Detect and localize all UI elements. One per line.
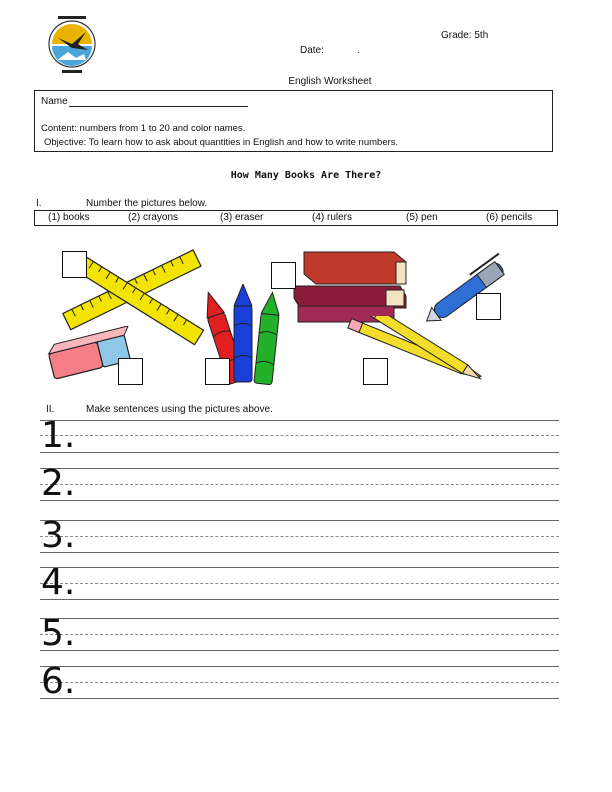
school-logo-icon [46, 14, 98, 76]
objective-text: Objective: To learn how to ask about quantities in English and how to write numbers. [44, 137, 399, 148]
pen-picture [418, 250, 526, 326]
answer-box-crayons[interactable] [205, 358, 230, 385]
writing-mid-line [40, 435, 559, 436]
writing-line-1[interactable] [40, 452, 559, 453]
section1-numeral: I. [36, 198, 42, 209]
sentence-number-5: 5. [41, 613, 76, 654]
writing-line-3[interactable] [40, 552, 559, 553]
answer-box-pen[interactable] [476, 293, 501, 320]
writing-line-6[interactable] [40, 698, 559, 699]
sentence-number-3: 3. [41, 515, 76, 556]
key-rulers: (4) rulers [312, 212, 353, 223]
key-pencils: (6) pencils [486, 212, 533, 223]
sentence-number-6: 6. [41, 661, 76, 702]
answer-box-eraser[interactable] [118, 358, 143, 385]
writing-line-4[interactable] [40, 599, 559, 600]
writing-mid-line [40, 634, 559, 635]
sentence-number-2: 2. [41, 463, 76, 504]
writing-top-line [40, 520, 559, 521]
key-eraser: (3) eraser [220, 212, 264, 223]
writing-top-line [40, 567, 559, 568]
answer-box-rulers[interactable] [62, 251, 87, 278]
writing-mid-line [40, 583, 559, 584]
section2-numeral: II. [46, 404, 55, 415]
writing-mid-line [40, 536, 559, 537]
writing-line-2[interactable] [40, 500, 559, 501]
writing-mid-line [40, 682, 559, 683]
answer-box-books[interactable] [271, 262, 296, 289]
name-field[interactable] [69, 106, 248, 107]
sentence-number-4: 4. [41, 562, 76, 603]
writing-top-line [40, 666, 559, 667]
answer-box-pencils[interactable] [363, 358, 388, 385]
key-pen: (5) pen [406, 212, 438, 223]
key-books: (1) books [48, 212, 90, 223]
writing-top-line [40, 618, 559, 619]
name-label: Name [41, 96, 68, 107]
writing-top-line [40, 420, 559, 421]
sentence-number-1: 1. [41, 415, 76, 456]
word-key-box [34, 210, 558, 226]
content-text: Content: numbers from 1 to 20 and color names. [41, 123, 246, 134]
writing-line-5[interactable] [40, 650, 559, 651]
worksheet-title: English Worksheet [288, 76, 372, 87]
writing-mid-line [40, 484, 559, 485]
key-crayons: (2) crayons [128, 212, 179, 223]
date-label: Date: [300, 45, 324, 56]
books-picture [290, 250, 414, 324]
section1-instruction: Number the pictures below. [86, 198, 208, 209]
date-value[interactable]: . [357, 45, 360, 56]
grade-label: Grade: 5th [441, 30, 489, 41]
section2-instruction: Make sentences using the pictures above. [86, 404, 273, 415]
page-title: How Many Books Are There? [230, 170, 382, 181]
pencils-picture [332, 316, 490, 394]
writing-top-line [40, 468, 559, 469]
